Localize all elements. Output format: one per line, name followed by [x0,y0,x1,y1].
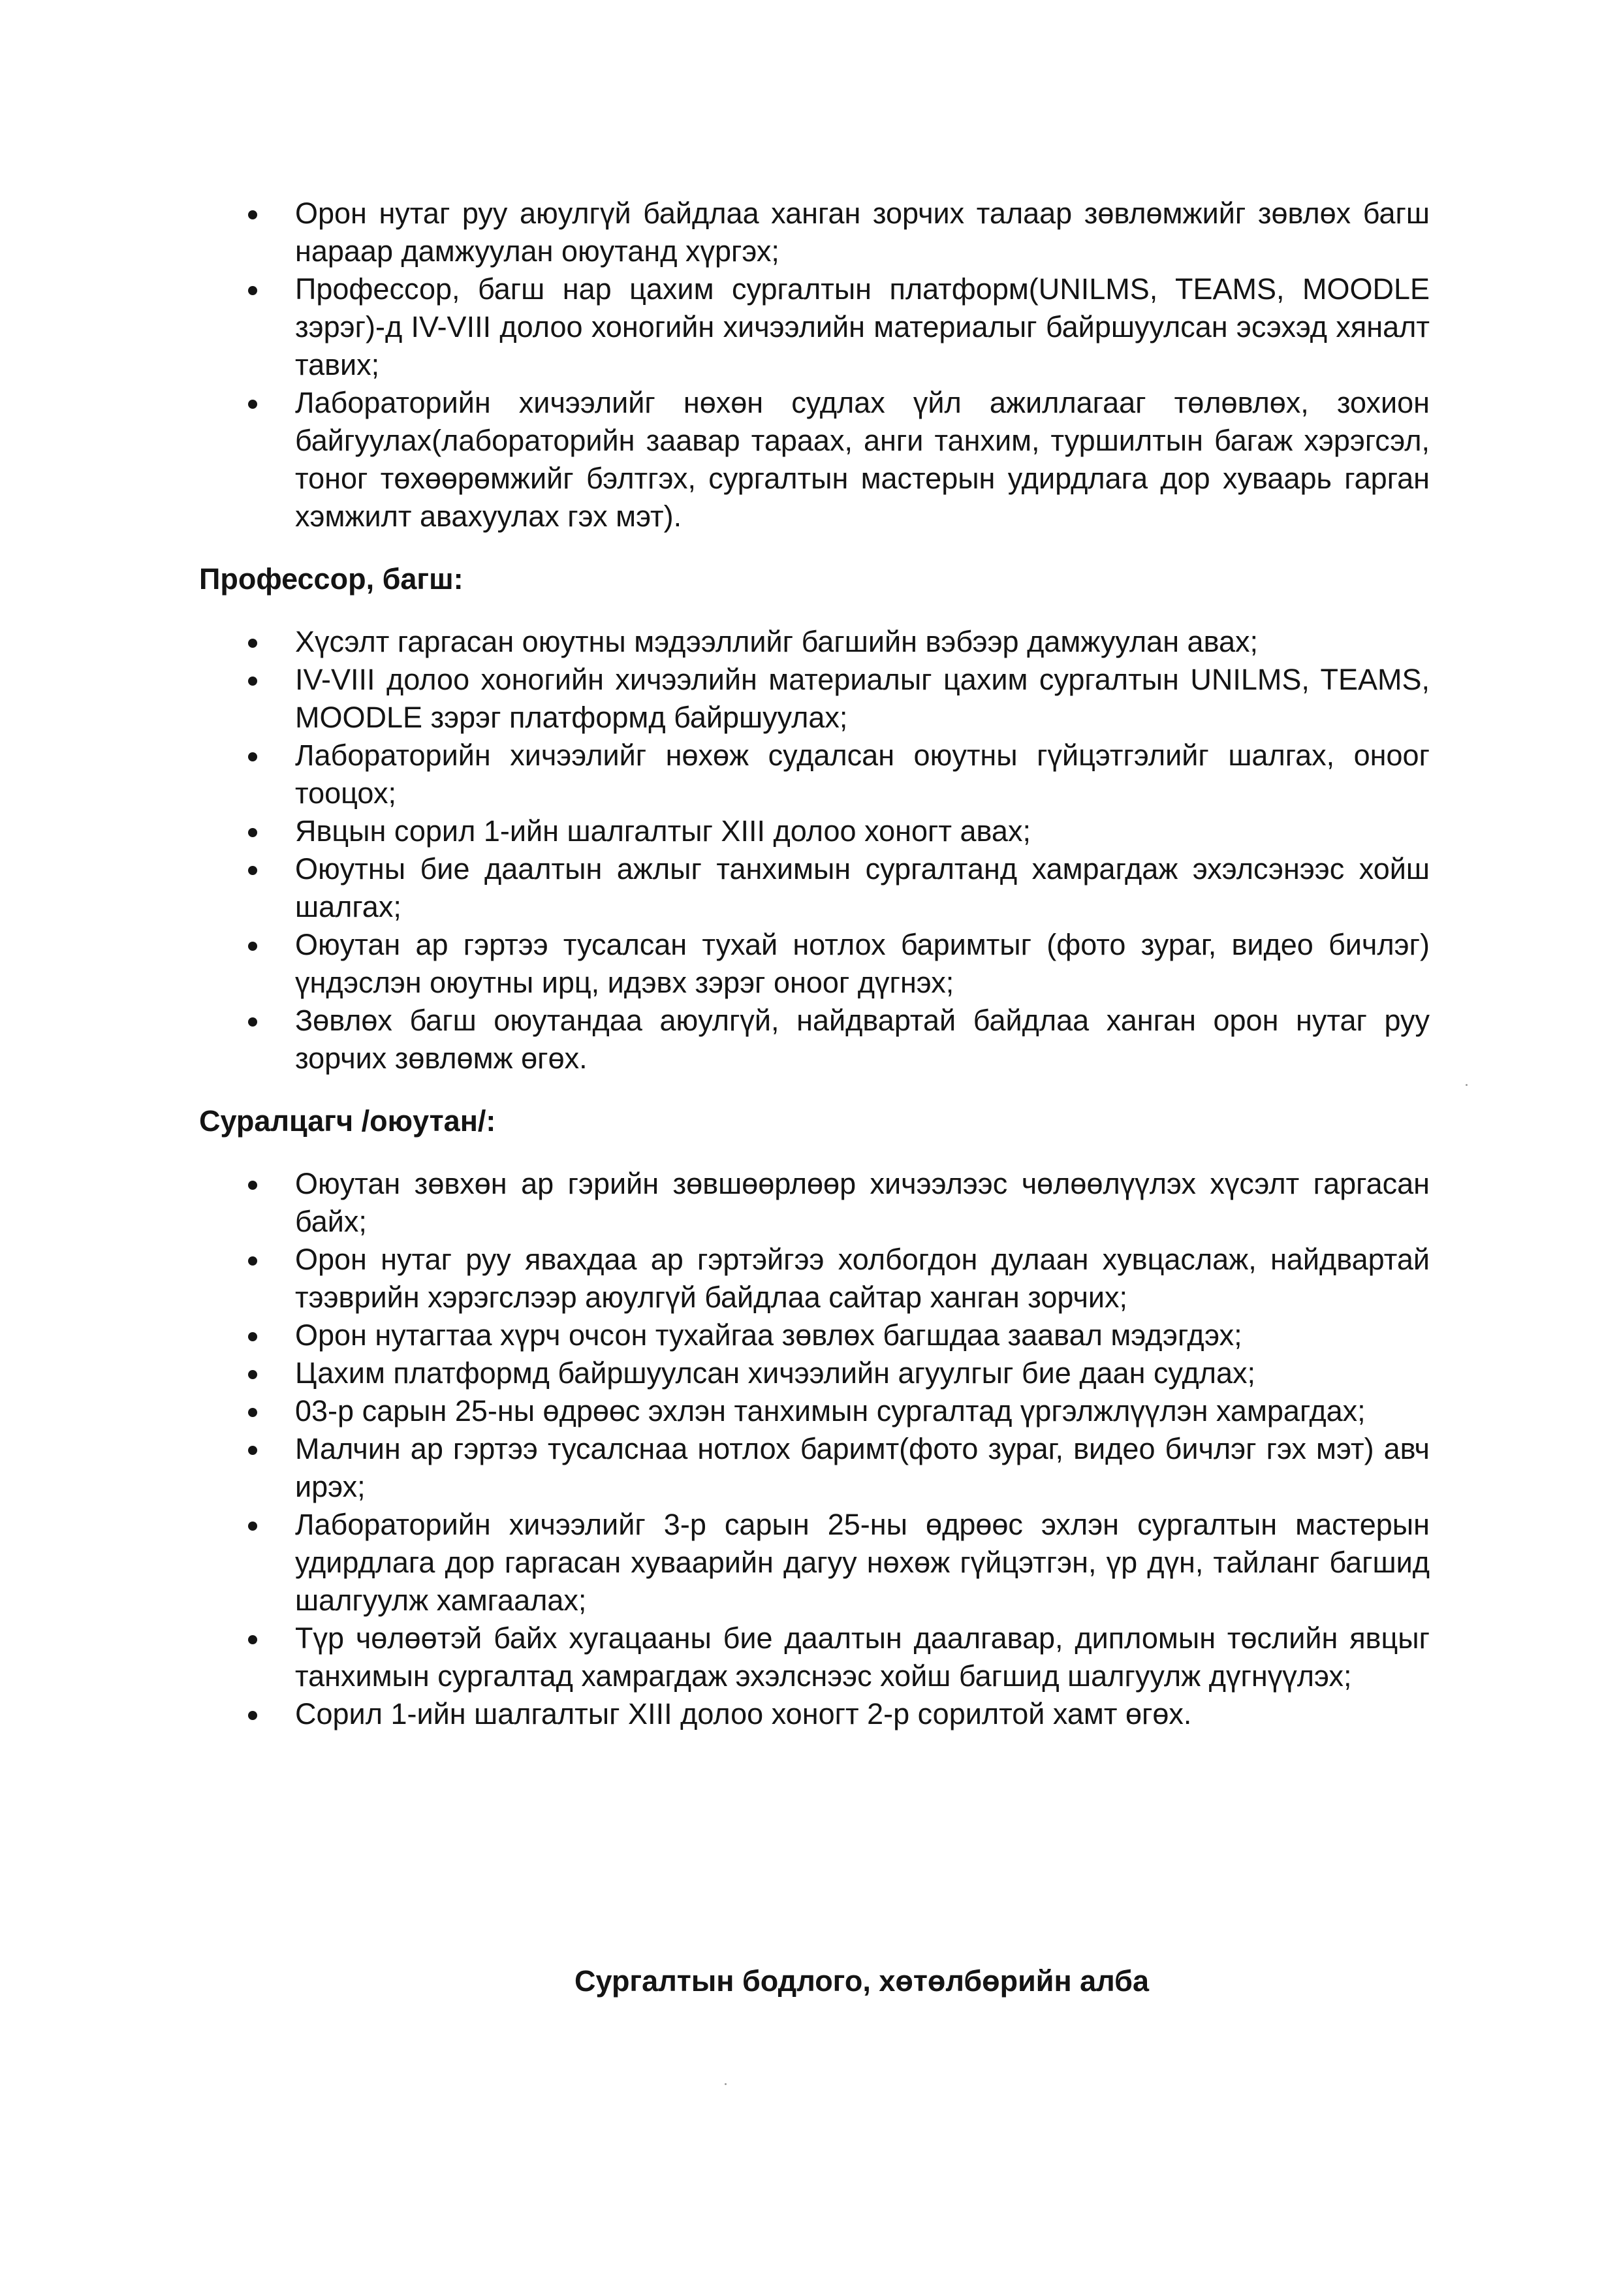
bullet-icon [248,639,257,648]
list-item-text: Оюутан зөвхөн ар гэрийн зөвшөөрлөөр хичээлээс чөлөөлүүлэх хүсэлт гаргасан байх; [295,1167,1430,1238]
bullet-icon [248,1181,257,1190]
bullet-icon [248,1017,257,1027]
list-item [199,812,1430,850]
list-item-text: Цахим платформд байршуулсан хичээлийн агуулгыг бие даан судлах; [295,1356,1256,1390]
bullet-icon [248,828,257,837]
list-item [199,1506,1430,1619]
list-item-text: Лабораторийн хичээлийг нөхөж судалсан оюутны гүйцэтгэлийг шалгах, оноог тооцох; [295,739,1430,810]
list-item [199,1354,1430,1392]
bullet-icon [248,752,257,761]
bullet-icon [248,1256,257,1266]
list-item [199,270,1430,384]
list-item [199,1002,1430,1077]
list-item-text: Явцын сорил 1-ийн шалгалтыг XIII долоо хоногт авах; [295,814,1031,848]
list-item [199,850,1430,926]
scan-speck [1466,1084,1468,1086]
bullet-icon [248,866,257,875]
student-duties-list [199,1165,1430,1733]
section-heading-student: Суралцагч /оюутан/: [199,1104,496,1138]
list-item-text: Орон нутагтаа хүрч очсон тухайгаа зөвлөх багшдаа заавал мэдэгдэх; [295,1318,1242,1352]
bullet-icon [248,286,257,295]
list-item [199,1165,1430,1241]
bullet-icon [248,1332,257,1341]
list-item [199,1392,1430,1430]
bullet-icon [248,1408,257,1417]
list-item-text: Хүсэлт гаргасан оюутны мэдээллийг багшийн вэбээр дамжуулан авах; [295,625,1259,658]
list-item-text: Лабораторийн хичээлийг 3-р сарын 25-ны өдрөөс эхлэн сургалтын мастерын удирдлага дор гаргасан хуваарийн дагуу нөхөж гүйцэтгэн, үр дүн, тайланг багшид шалгуулж хамгаалах; [295,1508,1430,1617]
list-item-text: Орон нутаг руу явахдаа ар гэртэйгээ холбогдон дулаан хувцаслаж, найдвартай тээврийн хэрэгслээр аюулгүй байдлаа сайтар ханган зорчих; [295,1243,1430,1314]
bullet-icon [248,1635,257,1644]
bullet-icon [248,1522,257,1531]
list-item [199,737,1430,812]
list-item-text: Оюутны бие даалтын ажлыг танхимын сургалтанд хамрагдаж эхэлсэнээс хойш шалгах; [295,852,1430,923]
list-item-text: Зөвлөх багш оюутандаа аюулгүй, найдвартай байдлаа ханган орон нутаг руу зорчих зөвлөмж өгөх. [295,1004,1430,1075]
signature-office: Сургалтын бодлого, хөтөлбөрийн алба [574,1964,1149,1998]
bullet-icon [248,1711,257,1720]
list-item [199,926,1430,1002]
list-item [199,1619,1430,1695]
section-heading-professor: Профессор, багш: [199,562,464,596]
list-item-text: Сорил 1-ийн шалгалтыг XIII долоо хоногт 2-р сорилтой хамт өгөх. [295,1697,1192,1730]
scan-speck [725,2083,727,2085]
list-item [199,1316,1430,1354]
list-item-text: Оюутан ар гэртээ тусалсан тухай нотлох баримтыг (фото зураг, видео бичлэг) үндэслэн оюутны ирц, идэвх зэрэг оноог дүгнэх; [295,928,1430,999]
administration-duties-list [199,195,1430,535]
list-item-text: IV-VIII долоо хоногийн хичээлийн материалыг цахим сургалтын UNILMS, TEAMS, MOODLE зэрэг платформд байршуулах; [295,663,1430,734]
list-item-text: Түр чөлөөтэй байх хугацааны бие даалтын даалгавар, дипломын төслийн явцыг танхимын сургалтад хамрагдаж эхэлснээс хойш багшид шалгуулж дүгнүүлэх; [295,1621,1430,1693]
bullet-icon [248,942,257,951]
bullet-icon [248,210,257,219]
bullet-icon [248,1446,257,1455]
list-item-text: Малчин ар гэртээ тусалснаа нотлох баримт(фото зураг, видео бичлэг гэх мэт) авч ирэх; [295,1432,1430,1503]
bullet-icon [248,1370,257,1379]
list-item [199,195,1430,270]
list-item-text: Профессор, багш нар цахим сургалтын платформ(UNILMS, TEAMS, MOODLE зэрэг)-д IV-VIII долоо хоногийн хичээлийн материалыг байршуулсан эсэхэд хяналт тавих; [295,272,1430,381]
professor-duties-list [199,623,1430,1077]
list-item [199,1241,1430,1316]
bullet-icon [248,400,257,409]
list-item-text: 03-р сарын 25-ны өдрөөс эхлэн танхимын сургалтад үргэлжлүүлэн хамрагдах; [295,1394,1366,1427]
list-item-text: Лабораторийн хичээлийг нөхөн судлах үйл ажиллагааг төлөвлөх, зохион байгуулах(лабораторийн заавар тараах, анги танхим, туршилтын багаж хэрэгсэл, тоног төхөөрөмжийг бэлтгэх, сургалтын мастерын удирдлага дор хуваарь гарган хэмжилт авахуулах гэх мэт). [295,386,1430,533]
list-item-text: Орон нутаг руу аюулгүй байдлаа ханган зорчих талаар зөвлөмжийг зөвлөх багш нараар дамжуулан оюутанд хүргэх; [295,197,1430,268]
list-item [199,1430,1430,1506]
bullet-icon [248,677,257,686]
list-item [199,1695,1430,1733]
list-item [199,661,1430,737]
list-item [199,623,1430,661]
list-item [199,384,1430,535]
document-body [199,195,1430,1733]
